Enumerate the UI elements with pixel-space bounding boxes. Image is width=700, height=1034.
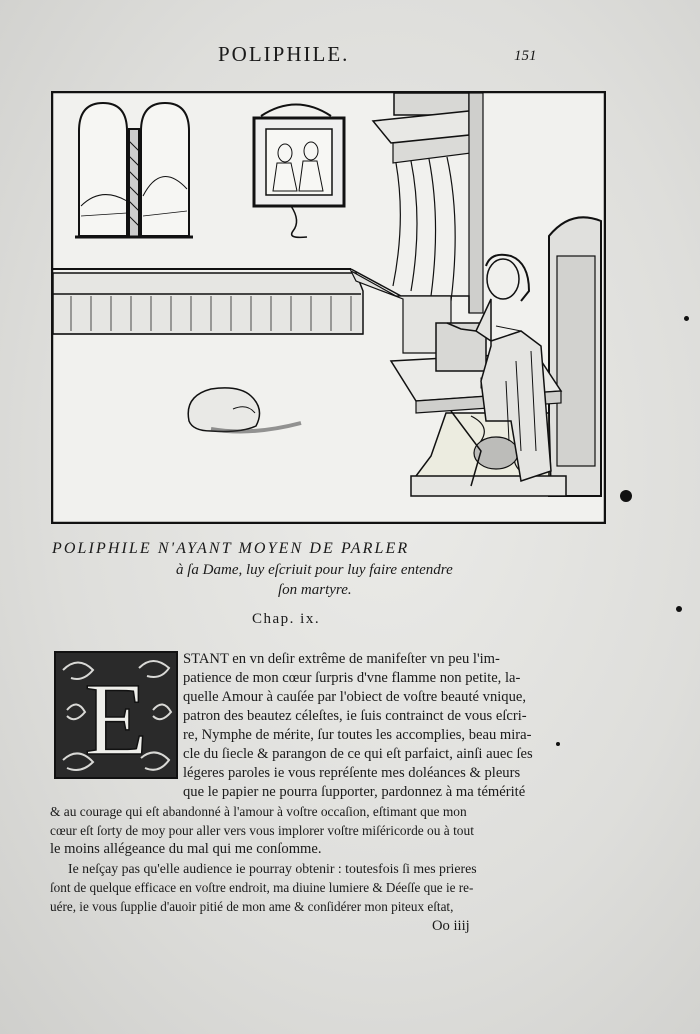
text-line: uére, ie vous ſupplie d'auoir pitié de mon ame & conſidérer mon piteux eſtat, [50,899,454,914]
text-line: cœur eſt ſorty de moy pour aller vers vous implorer voſtre miſéricorde ou à tout [50,823,474,838]
signature-mark: Oo iiij [432,918,470,934]
ink-spot [556,742,560,746]
ink-spot [676,606,682,612]
text-line: STANT en vn deſir extrême de manifeſter vn peu l'im- [183,651,500,667]
text-line: ſont de quelque efficace en voſtre endroit, ma diuine lumiere & Déeſſe que ie re- [50,880,474,895]
text-line: le moins allégeance du mal qui me conſomme. [50,841,322,857]
woodcut-illustration [51,91,606,524]
caption-subtitle: à ſa Dame, luy eſcriuit pour luy faire entendre [176,562,453,578]
caption-title: POLIPHILE N'AYANT MOYEN DE PARLER [52,540,410,557]
page-number: 151 [514,48,537,64]
svg-text:E: E [84,662,148,777]
text-line: patron des beautez céleſtes, ie ſuis contrainct de vous eſcri- [183,708,527,724]
text-line: & au courage qui eſt abandonné à l'amour à voſtre occaſion, eſtimant que mon [50,804,467,819]
text-line: légeres paroles ie vous repréſente mes doléances & pleurs [183,765,521,781]
text-line: cle du ſiecle & parangon de ce qui eſt parfaict, ainſi auec ſes [183,746,533,762]
text-line: Ie neſçay pas qu'elle audience ie pourray obtenir : toutesfois ſi mes prieres [68,861,477,876]
chapter-heading: Chap. ix. [252,611,321,627]
decorated-initial-e [53,650,179,780]
text-line: patience de mon cœur ſurpris d'vne flamme non petite, la- [183,670,521,686]
text-line: que le papier ne pourra ſupporter, pardonnez à ma témérité [183,784,526,800]
text-line: re, Nymphe de mérite, ſur toutes les accomplies, beau mira- [183,727,532,743]
running-head: POLIPHILE. [218,42,350,66]
text-line: quelle Amour à cauſée par l'obiect de voſtre beauté vnique, [183,689,527,705]
caption-subtitle-end: ſon martyre. [278,582,352,598]
chair [549,217,601,496]
ink-spot [684,316,689,321]
ink-spot [620,490,632,502]
